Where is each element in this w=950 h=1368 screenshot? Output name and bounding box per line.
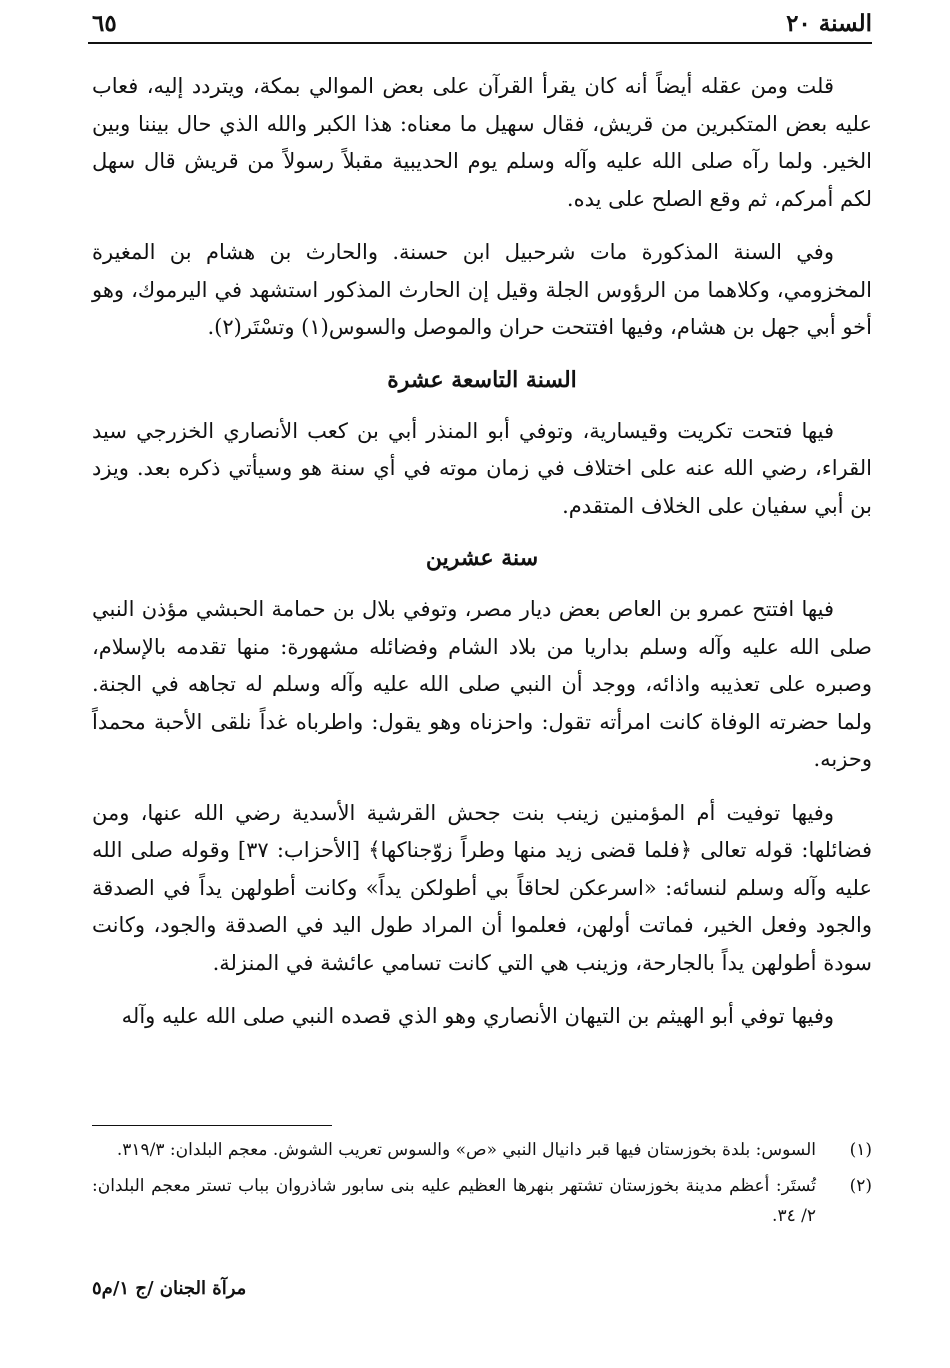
footnote [92, 1171, 872, 1231]
paragraph: قلت ومن عقله أيضاً أنه كان يقرأ القرآن على بعض الموالي بمكة، ويتردد إليه، فعاب عليه بعض المتكبرين من قريش، فقال سهيل ما معناه: هذا الكبر والله الذي حال بيننا وبين الخير. ولما رآه صلى الله عليه وآله وسلم يوم الحديبية مقبلاً رسولاً من قريش قال سهل لكم أمركم، ثم وقع الصلح على يده. [92, 74, 872, 211]
footnote [92, 1135, 872, 1165]
paragraph: فيها افتتح عمرو بن العاص بعض ديار مصر، وتوفي بلال بن حمامة الحبشي مؤذن النبي صلى الله عليه وآله وسلم بداريا من بلاد الشام وفضائله مشهورة: منها تقدمه بالإسلام، وصبره على تعذيبه واذائه، ووجد أن النبي صلى الله عليه وآله وسلم له تجاهه في الجنة. ولما حضرته الوفاة كانت امرأته تقول: واحزناه وهو يقول: واطرباه غداً نلقى الأحبة محمداً وحزبه. [92, 597, 872, 771]
page-number: ٦٥ [92, 9, 117, 37]
running-header [92, 8, 872, 38]
paragraph: فيها فتحت تكريت وقيسارية، وتوفي أبو المنذر أبي بن كعب الأنصاري الخزرجي سيد القراء، رضي الله عنه على اختلاف في زمان موته في أي سنة هو وسيأتي ذكره بعد. ويزد بن أبي سفيان على الخلاف المتقدم. [92, 418, 872, 518]
section-heading: سنة عشرين [425, 545, 539, 571]
footnote-text: تُستَر: أعظم مدينة بخوزستان تشتهر بنهرها العظيم عليه بنى سابور شاذروان بباب تستر معجم البلدان: ٢/ ٣٤. [92, 1176, 816, 1226]
signature-mark: مرآة الجنان /ج ١/م٥ [92, 1278, 247, 1299]
footnotes [92, 1135, 872, 1237]
header-rule [88, 42, 872, 44]
paragraph: وفيها توفيت أم المؤمنين زينب بنت جحش القرشية الأسدية رضي الله عنها، ومن فضائلها: قوله تعالى ﴿فلما قضى زيد منها وطراً زوّجناكها﴾ [الأحزاب: ٣٧] وقوله صلى الله عليه وآله وسلم لنسائه: «اسرعكن لحاقاً بي أطولكن يداً» وكانت أطولهن يداً في الصدقة والجود وفعل الخير، فماتت أولهن، فعلموا أن المراد طول اليد في الصدقة والجود، وكانت سودة أطولهن يداً بالجارحة، وزينب هي التي كانت تسامي عائشة في المنزلة. [92, 800, 872, 975]
footnote-text: السوس: بلدة بخوزستان فيها قبر دانيال النبي «ص» والسوس تعريب الشوش. معجم البلدان: ٣١٩/٣. [116, 1140, 816, 1160]
section-title: السنة ٢٠ [786, 9, 872, 37]
paragraph: وفي السنة المذكورة مات شرحبيل ابن حسنة. والحارث بن هشام بن المغيرة المخزومي، وكلاهما من الرؤوس الجلة وقيل إن الحارث المذكور استشهد في اليرموك، وهو أخو أبي جهل بن هشام، وفيها افتتحت حران والموصل والسوس(١) وتسْتَر(٢). [92, 240, 872, 339]
footnote-rule [92, 1125, 332, 1126]
main-text [92, 68, 872, 1052]
footnote-number: (٢) [849, 1176, 872, 1196]
section-heading: السنة التاسعة عشرة [387, 366, 577, 393]
paragraph: وفيها توفي أبو الهيثم بن التيهان الأنصاري وهو الذي قصده النبي صلى الله عليه وآله [121, 1004, 834, 1028]
footnote-number: (١) [849, 1140, 872, 1160]
